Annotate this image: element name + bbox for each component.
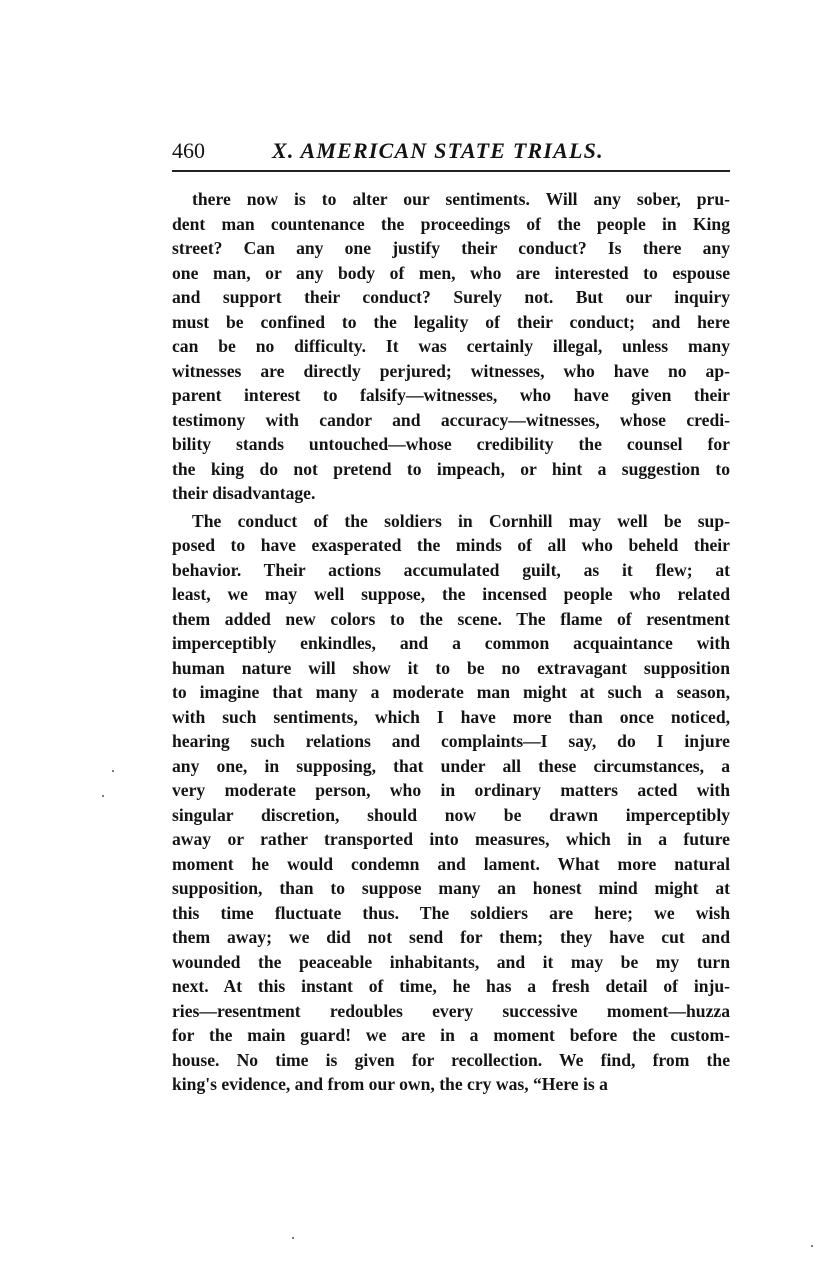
text-line: very moderate person, who in ordinary matters acted with (172, 780, 730, 800)
header-rule (172, 170, 730, 172)
text-line: must be confined to the legality of their conduct; and here (172, 311, 730, 332)
text-line: to imagine that many a moderate man might at such a season, (172, 682, 730, 702)
text-line: one man, or any body of men, who are interested to espouse (172, 262, 730, 283)
text-line: king's evidence, and from our own, the cry was, “Here is a (172, 1074, 608, 1094)
text-line: there now is to alter our sentiments. Will any sober, pru- (192, 189, 730, 209)
text-line: street? Can any one justify their conduct? Is there any (172, 238, 730, 258)
text-line: hearing such relations and complaints—I say, do I injure (172, 731, 730, 751)
scan-speck (811, 1245, 813, 1247)
text-line: behavior. Their actions accumulated guilt, as it flew; at (172, 559, 730, 580)
text-line: The conduct of the soldiers in Cornhill may well be sup- (192, 510, 730, 531)
text-line: witnesses are directly perjured; witnesses, who have no ap- (172, 360, 730, 381)
text-line: next. At this instant of time, he has a fresh detail of inju- (172, 976, 730, 996)
text-line: ries—resentment redoubles every successive moment—huzza (172, 1000, 730, 1021)
text-line: singular discretion, should now be drawn imperceptibly (172, 804, 730, 825)
text-line: and support their conduct? Surely not. But our inquiry (172, 287, 730, 307)
text-line: dent man countenance the proceedings of the people in King (172, 213, 730, 234)
text-line: this time fluctuate thus. The soldiers are here; we wish (172, 902, 730, 923)
text-line: them added new colors to the scene. The flame of resentment (172, 608, 730, 629)
text-line: least, we may well suppose, the incensed people who related (172, 584, 730, 604)
text-line: moment he would condemn and lament. What more natural (172, 853, 730, 874)
running-header (172, 138, 730, 166)
text-line: any one, in supposing, that under all these circumstances, a (172, 755, 730, 776)
text-line: away or rather transported into measures, which in a future (172, 829, 730, 849)
body-text (172, 187, 730, 1100)
text-line: testimony with candor and accuracy—witnesses, whose credi- (172, 409, 730, 430)
page-number: 460 (172, 138, 205, 163)
text-line: wounded the peaceable inhabitants, and it may be my turn (172, 951, 730, 972)
paragraph (172, 509, 730, 1097)
text-line: can be no difficulty. It was certainly illegal, unless many (172, 336, 730, 356)
text-line: them away; we did not send for them; they have cut and (172, 927, 730, 947)
text-line: supposition, than to suppose many an honest mind might at (172, 878, 730, 898)
paragraph (172, 187, 730, 506)
scan-speck (292, 1237, 294, 1239)
text-line: their disadvantage. (172, 483, 316, 503)
text-line: the king do not pretend to impeach, or hint a suggestion to (172, 458, 730, 479)
scan-speck (112, 770, 114, 772)
text-line: parent interest to falsify—witnesses, who have given their (172, 385, 730, 405)
text-line: for the main guard! we are in a moment before the custom- (172, 1025, 730, 1045)
text-line: human nature will show it to be no extravagant supposition (172, 657, 730, 678)
scan-speck (102, 795, 104, 797)
text-line: with such sentiments, which I have more than once noticed, (172, 706, 730, 727)
running-title: X. AMERICAN STATE TRIALS. (272, 138, 604, 163)
text-line: imperceptibly enkindles, and a common acquaintance with (172, 633, 730, 653)
text-line: house. No time is given for recollection. We find, from the (172, 1049, 730, 1070)
text-line: bility stands untouched—whose credibility the counsel for (172, 434, 730, 454)
text-line: posed to have exasperated the minds of all who beheld their (172, 535, 730, 555)
